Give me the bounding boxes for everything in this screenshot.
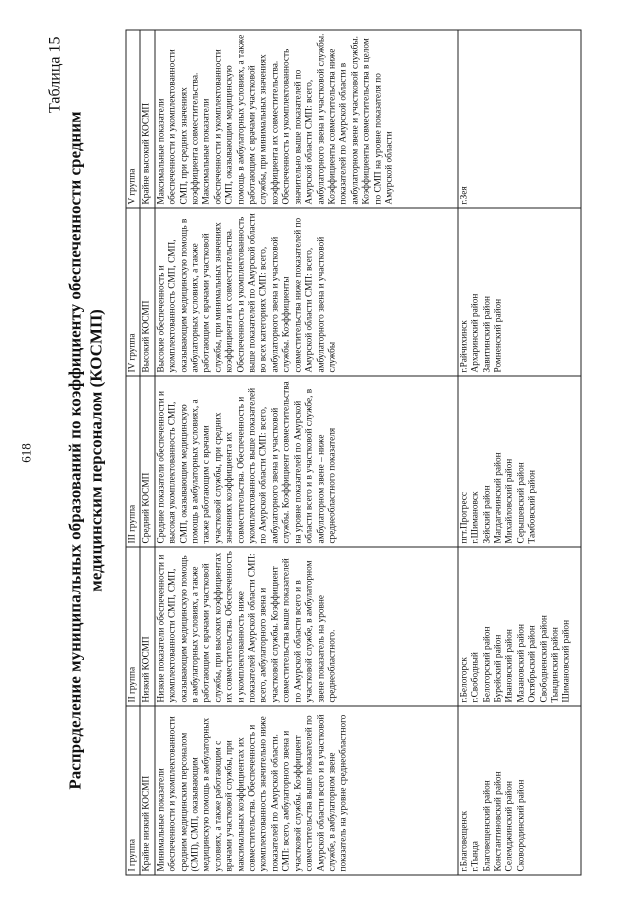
region-name: Шимановский район [561, 619, 572, 702]
group-header-cell: I группа [126, 706, 140, 875]
region-name: Бурейский район [493, 634, 504, 702]
region-name: Константиновский район [493, 770, 504, 871]
region-name: Магдагачинский район [493, 451, 504, 543]
region-name: Тамбовский район [527, 469, 538, 543]
document-title: Распределение муниципальных образований по коэффициенту обеспеченности средним медицинским персоналом (КОСМП) [65, 110, 105, 790]
region-name: Благовещенский район [481, 779, 492, 871]
level-cell: Высокий КОСМП [140, 208, 154, 376]
region-name: Свободненский район [538, 614, 549, 702]
region-name: Белогорский район [481, 626, 492, 702]
region-name: г.Тында [470, 840, 481, 871]
description-cell: Высокие обеспеченность и укомплектованность СМП, СМП, оказывающим медицинскую помощь в амбулаторных условиях, а также работающим с врачами участковой службы, при минимальных значениях коэффициента их совместительства. Обеспеченность и укомплектованность выше показателей по Амурской области во всех категориях СМП: всего, амбулаторного звена и участковой службы. Коэффициенты совместительства ниже показателей по Амурской области СМП: всего, амбулаторного звена и участковой службы [154, 208, 457, 376]
table-label: Таблица 15 [46, 36, 63, 113]
group-header-cell: V группа [126, 30, 140, 208]
region-name: Ивановский район [504, 628, 515, 702]
group-header-cell: IV группа [126, 208, 140, 376]
page-number: 618 [18, 442, 33, 463]
region-name: Селемджинский район [504, 780, 515, 871]
region-name: Октябрьский район [527, 624, 538, 702]
region-name: Серышевский район [515, 461, 526, 543]
regions-cell [457, 30, 580, 208]
region-name: Завитинский район [481, 295, 492, 372]
regions-cell [457, 208, 580, 376]
distribution-table [125, 29, 581, 875]
region-name: Зейский район [481, 484, 492, 543]
regions-cell [457, 547, 580, 706]
group-header-cell: II группа [126, 547, 140, 706]
description-cell: Средние показатели обеспеченности и высокая укомплектованность СМП, СМП, оказывающим медицинскую помощь в амбулаторных условиях, а также работающим с врачами участковой службы, при средних значениях коэффициента их совместительства. Обеспеченность и укомплектованность выше показателей по Амурской области СМП: всего, амбулаторного звена и участковой службы. Коэффициент совместительства на уровне показателей по Амурской области всего и в участковой службе, в амбулаторном звене – ниже среднеобластного показателя [154, 376, 457, 547]
regions-cell [457, 706, 580, 875]
region-name: г.Белогорск [458, 656, 469, 702]
group-header-cell: III группа [126, 376, 140, 547]
level-cell: Крайне низкий КОСМП [140, 706, 154, 875]
region-name: г.Благовещенск [458, 810, 469, 871]
region-name: Ромненский район [493, 298, 504, 372]
description-cell: Минимальные показатели обеспеченности и укомплектованности средним медицинским персоналом (СМП), СМП, оказывающим медицинскую помощь в амбулаторных условиях, а также работающим с врачами участковой службы, при максимальных коэффициентах их совместительства. Обеспеченность и укомплектованность значительно ниже показателей по Амурской области. СМП: всего, амбулаторного звена и участковой службы. Коэффициент совместительства выше показателей по Амурской области всего и в участковой службе, в амбулаторном звене показатель на уровне среднеобластного [154, 706, 457, 875]
group-header-row [126, 30, 140, 875]
description-cell: Максимальные показатели обеспеченности и укомплектованности СМП, при средних значениях коэффициента совместительства. Максимальные показатели обеспеченности и укомплектованности СМП, оказывающим медицинскую помощь в амбулаторных условиях, а также работающим с врачами участковой службы, при минимальных значениях коэффициента их совместительства. Обеспеченность и укомплектованность значительно выше показателей по Амурской области СМП: всего, амбулаторного звена и участковой службы. Коэффициенты совместительства ниже показателей по Амурской области в амбулаторном звене и участковой службы. Коэффициенты совместительства в целом по СМП на уровне показателя по Амурской области [154, 30, 457, 208]
regions-cell [457, 376, 580, 547]
regions-row [457, 30, 580, 875]
region-name: г.Шимановск [470, 491, 481, 543]
region-name: Сковородинский район [515, 779, 526, 871]
region-name: Михайловский район [504, 458, 515, 543]
region-name: Тындинский район [550, 626, 561, 702]
region-name: г.Райчихинск [458, 319, 469, 372]
region-name: г.Зея [458, 185, 469, 204]
level-cell: Низкий КОСМП [140, 547, 154, 706]
description-row [154, 30, 457, 875]
region-name: пгт.Прогресс [458, 491, 469, 543]
description-cell: Низкие показатели обеспеченности и укомплектованности СМП, СМП, оказывающим медицинскую помощь в амбулаторных условиях, а также работающим с врачами участковой службы, при высоких коэффициентах их совместительства. Обеспеченность и укомплектованность ниже показателей Амурской области СМП: всего, амбулаторного звена и участковой службы. Коэффициент совместительства выше показателей по Амурской области всего и в участковой службе, в амбулаторном звене показатель на уровне среднеобластного. [154, 547, 457, 706]
region-name: Архаринский район [470, 293, 481, 372]
region-name: г.Свободный [470, 651, 481, 702]
level-cell: Средний КОСМП [140, 376, 154, 547]
level-cell: Крайне высокий КОСМП [140, 30, 154, 208]
level-header-row [140, 30, 154, 875]
region-name: Мазановский район [515, 623, 526, 702]
